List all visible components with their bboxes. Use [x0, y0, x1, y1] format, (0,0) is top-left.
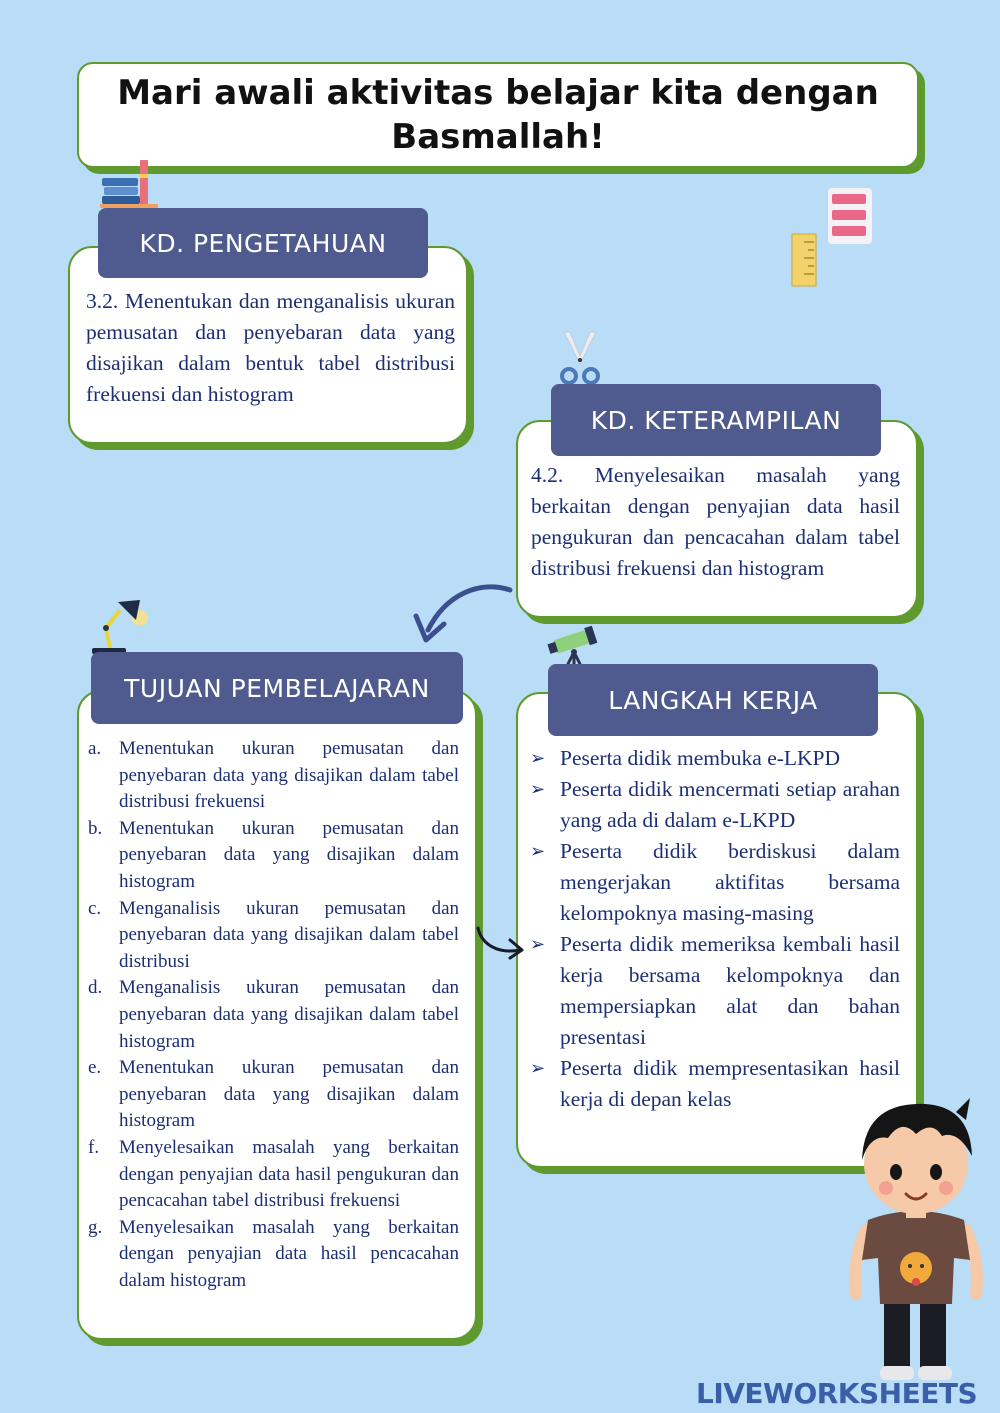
list-item	[88, 1135, 459, 1215]
title-line-1: Mari awali aktivitas belajar kita dengan	[117, 73, 879, 113]
ruler-icon	[790, 232, 820, 288]
list-item	[88, 1055, 459, 1135]
list-item	[88, 736, 459, 816]
list-marker: e.	[88, 1057, 102, 1079]
langkah-header: LANGKAH KERJA	[548, 664, 878, 736]
title-line-2: Basmallah!	[391, 117, 605, 157]
liveworksheets-logo	[696, 1377, 977, 1410]
list-item-text: Menyelesaikan masalah yang berkaitan dengan penyajian data hasil pencacahan dalam histogram	[119, 1216, 459, 1291]
arrow-bullet-icon: ➢	[530, 779, 546, 799]
list-item-text: Peserta didik memeriksa kembali hasil kerja bersama kelompoknya dan mempersiapkan alat dan bahan presentasi	[560, 932, 900, 1049]
quiz-cards-icon	[828, 188, 872, 244]
list-item	[88, 896, 459, 976]
list-item-text: Menentukan ukuran pemusatan dan penyebaran data yang disajikan dalam histogram	[119, 817, 459, 892]
langkah-list	[530, 743, 900, 1115]
list-marker: a.	[88, 738, 102, 759]
list-marker: b.	[88, 817, 103, 839]
list-item-text: Peserta didik berdiskusi dalam mengerjakan aktifitas bersama kelompoknya masing-masing	[560, 839, 900, 925]
list-item-text: Menentukan ukuran pemusatan dan penyebaran data yang disajikan dalam tabel distribusi frekuensi	[119, 738, 459, 813]
list-item-text: Menentukan ukuran pemusatan dan penyebaran data yang disajikan dalam histogram	[119, 1057, 459, 1132]
list-item-text: Menyelesaikan masalah yang berkaitan dengan penyajian data hasil pengukuran dan pencacahan tabel distribusi frekuensi	[119, 1136, 459, 1212]
kd-keterampilan-header: KD. KETERAMPILAN	[551, 384, 881, 456]
arrow-bullet-icon: ➢	[530, 934, 546, 954]
arrow-bullet-icon: ➢	[530, 1058, 546, 1078]
list-item	[88, 1215, 459, 1295]
list-marker: g.	[88, 1216, 103, 1238]
list-item-text: Peserta didik mencermati setiap arahan yang ada di dalam e-LKPD	[560, 777, 900, 832]
list-item-text: Peserta didik membuka e-LKPD	[560, 746, 841, 770]
brand-name: LIVEWORKSHEETS	[696, 1377, 978, 1410]
small-arrow-icon	[474, 924, 528, 964]
kd-pengetahuan-header: KD. PENGETAHUAN	[98, 208, 428, 278]
curved-arrow-icon	[410, 578, 514, 648]
arrow-bullet-icon: ➢	[530, 841, 546, 861]
books-icon	[100, 158, 160, 210]
list-marker: f.	[88, 1136, 100, 1158]
page-title	[117, 71, 879, 159]
tujuan-header: TUJUAN PEMBELAJARAN	[91, 652, 463, 724]
kd-pengetahuan-text: 3.2. Menentukan dan menganalisis ukuran pemusatan dan penyebaran data yang disajikan dalam bentuk tabel distribusi frekuensi dan histogram	[86, 289, 455, 406]
list-item-text: Menganalisis ukuran pemusatan dan penyebaran data yang disajikan dalam tabel histogram	[119, 977, 459, 1052]
list-item	[88, 975, 459, 1055]
desk-lamp-icon	[90, 598, 150, 656]
list-item-text: Peserta didik mempresentasikan hasil kerja di depan kelas	[560, 1056, 900, 1111]
title-banner	[77, 62, 919, 168]
list-item	[530, 1053, 900, 1115]
scissors-icon	[556, 330, 604, 386]
list-item	[88, 816, 459, 896]
list-item	[530, 774, 900, 836]
list-marker: d.	[88, 977, 103, 999]
list-item-text: Menganalisis ukuran pemusatan dan penyebaran data yang disajikan dalam tabel distribusi	[119, 897, 459, 972]
list-item	[530, 929, 900, 1053]
tujuan-list	[88, 736, 459, 1294]
boy-character-icon	[846, 1090, 986, 1390]
list-item	[530, 836, 900, 929]
arrow-bullet-icon: ➢	[530, 748, 546, 768]
list-marker: c.	[88, 897, 102, 919]
kd-keterampilan-text: 4.2. Menyelesaikan masalah yang berkaitan dengan penyajian data hasil pengukuran dan pencacahan dalam tabel distribusi frekuensi dan histogram	[531, 463, 900, 580]
list-item	[530, 743, 900, 774]
